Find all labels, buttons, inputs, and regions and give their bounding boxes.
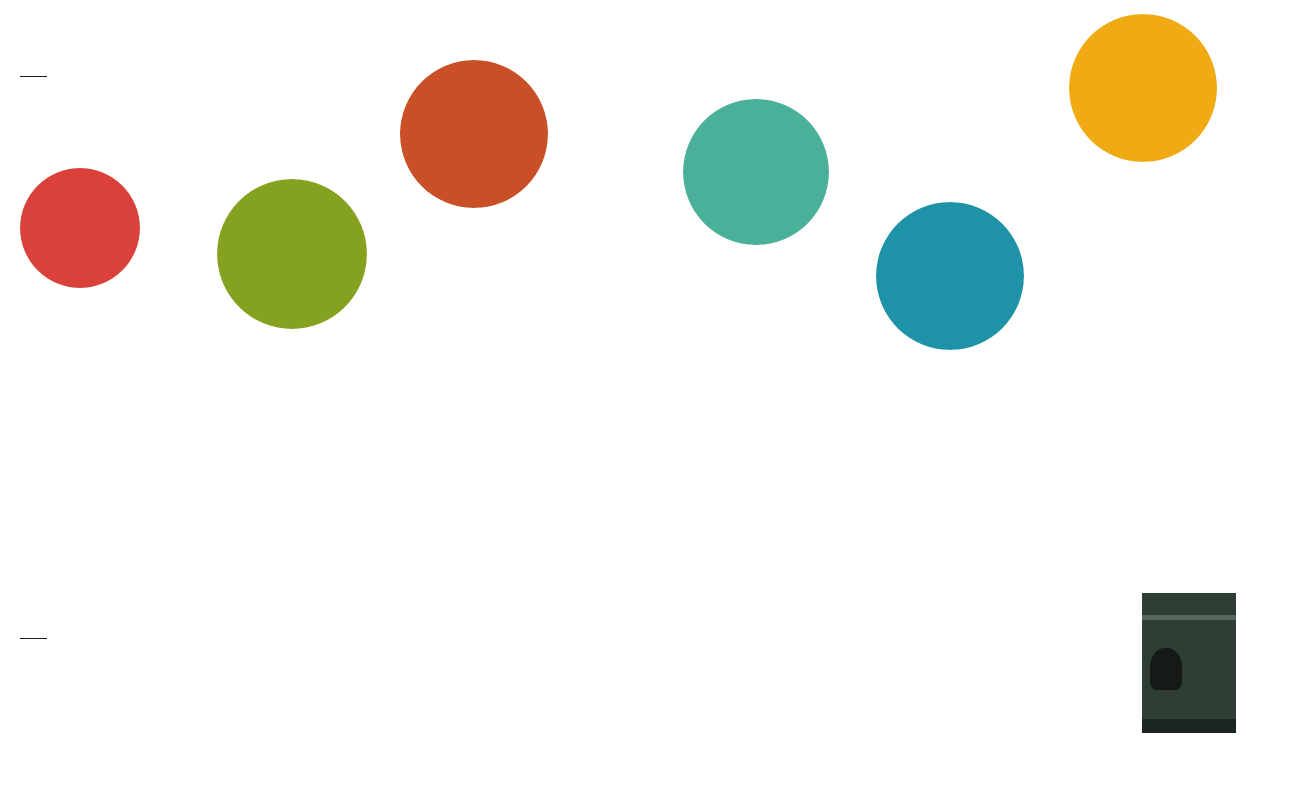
section-terra-incognita bbox=[684, 260, 854, 275]
confluents-globe-illustration bbox=[876, 202, 1024, 350]
fertile-zones-globe-illustration bbox=[400, 60, 548, 208]
section-sur-le-volcan bbox=[20, 292, 205, 302]
magazine-cover-thumbnail[interactable] bbox=[1142, 593, 1236, 733]
section-au-large bbox=[1068, 182, 1248, 189]
gorilla-silhouette bbox=[1150, 648, 1182, 690]
errata-divider bbox=[20, 638, 47, 639]
section-les-confluents bbox=[876, 362, 1046, 372]
volcano-globe-illustration bbox=[20, 168, 140, 288]
header-divider bbox=[20, 76, 47, 77]
section-le-6e-continent bbox=[218, 341, 368, 349]
terra-incognita-globe-illustration bbox=[683, 99, 829, 245]
continent-globe-illustration bbox=[217, 179, 367, 329]
au-large-globe-illustration bbox=[1069, 14, 1217, 162]
section-zones-fertiles bbox=[418, 214, 598, 221]
